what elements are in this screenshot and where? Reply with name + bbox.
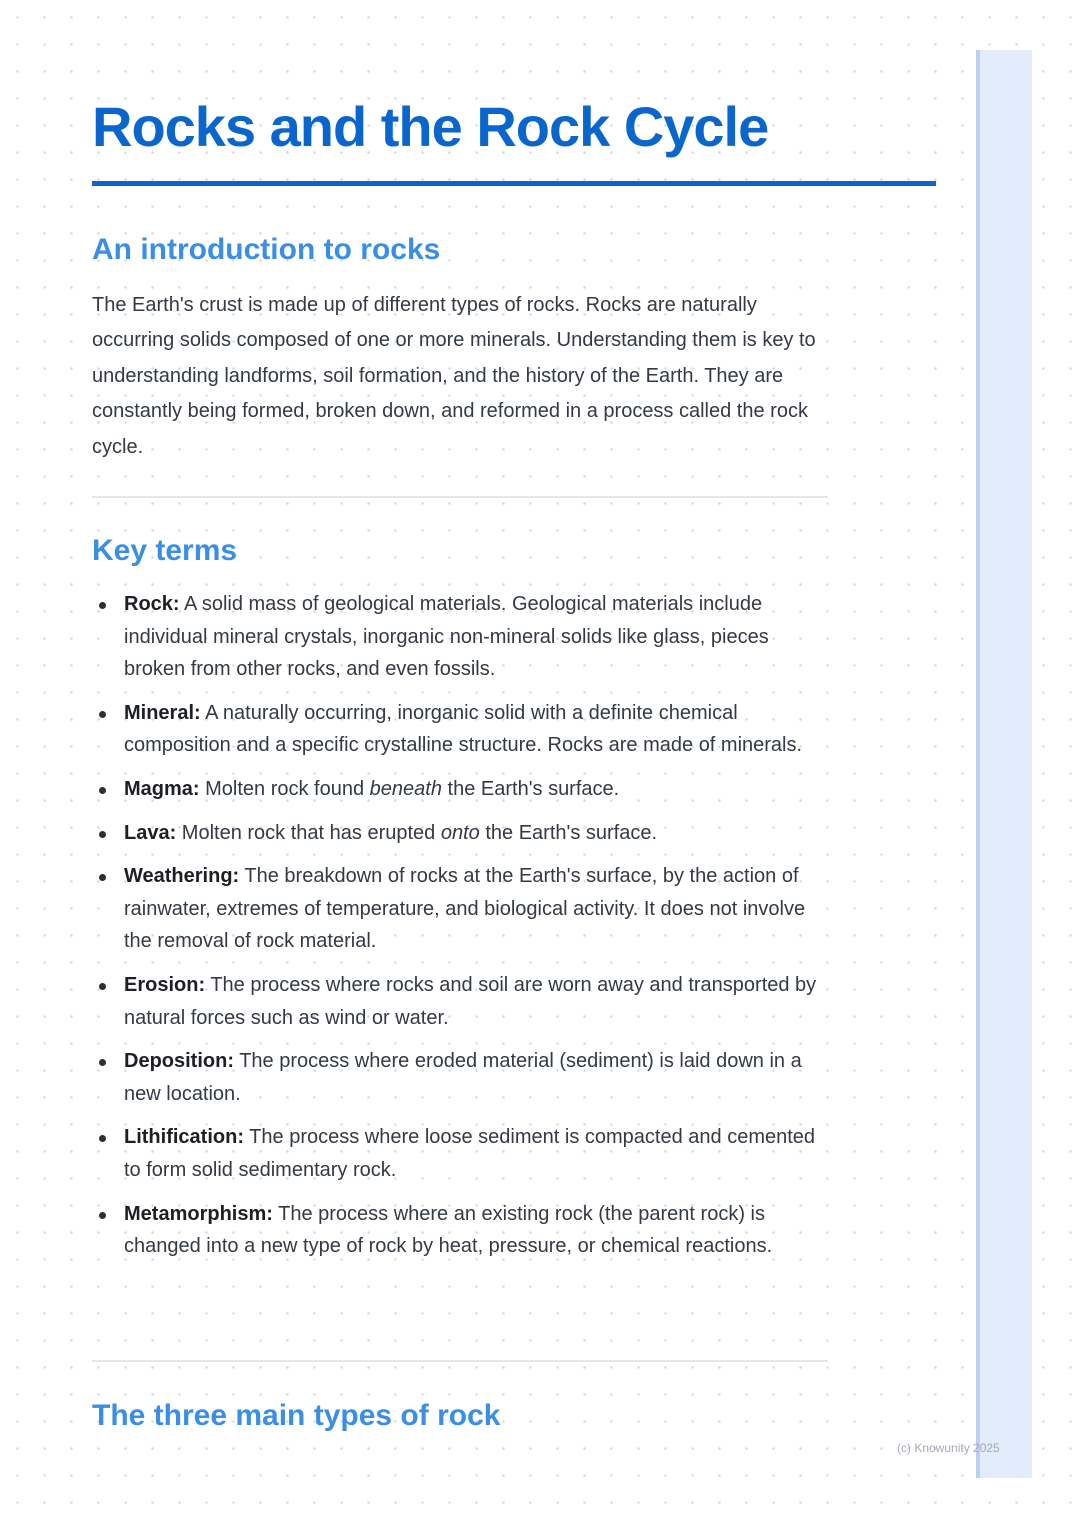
key-term-mineral bbox=[92, 697, 832, 762]
term-emphasis: beneath bbox=[369, 777, 442, 800]
term-definition: The process where eroded material (sediment) is laid down in a new location. bbox=[124, 1050, 802, 1105]
term-definition: Molten rock found bbox=[199, 777, 370, 800]
bullet-icon bbox=[99, 874, 106, 881]
key-term-erosion bbox=[92, 969, 832, 1034]
title-underline bbox=[92, 181, 936, 186]
term-name: Rock: bbox=[124, 593, 180, 615]
section-divider bbox=[92, 496, 828, 498]
page-margin-strip bbox=[976, 50, 1032, 1478]
term-definition: The process where rocks and soil are worn away and transported by natural forces such as wind or water. bbox=[124, 973, 817, 1029]
term-name: Weathering: bbox=[124, 865, 240, 888]
term-definition: A naturally occurring, inorganic solid with a definite chemical composition and a specific crystalline structure. Rocks are made of minerals. bbox=[124, 701, 803, 757]
term-name: Deposition: bbox=[124, 1050, 234, 1073]
bullet-icon bbox=[99, 602, 106, 609]
key-terms-heading: Key terms bbox=[92, 534, 238, 567]
term-definition: The process where loose sediment is compacted and cemented to form solid sedimentary rock. bbox=[124, 1126, 816, 1181]
page-title: Rocks and the Rock Cycle bbox=[92, 95, 769, 158]
key-term-deposition bbox=[92, 1045, 832, 1110]
term-name: Mineral: bbox=[124, 701, 201, 724]
key-term-magma bbox=[92, 773, 832, 806]
term-definition: The process where an existing rock (the parent rock) is changed into a new type of rock by heat, pressure, or chemical reactions. bbox=[124, 1202, 773, 1258]
bullet-icon bbox=[99, 831, 106, 838]
key-term-metamorphism bbox=[92, 1198, 832, 1263]
bullet-icon bbox=[99, 983, 106, 990]
copyright-footer: (c) Knowunity 2025 bbox=[897, 1441, 1000, 1455]
term-definition-end: the Earth's surface. bbox=[441, 777, 620, 800]
intro-heading: An introduction to rocks bbox=[92, 233, 441, 266]
term-definition-end: the Earth's surface. bbox=[479, 821, 658, 844]
key-term-lithification bbox=[92, 1121, 832, 1186]
bullet-icon bbox=[99, 1059, 106, 1066]
key-terms-list bbox=[92, 588, 832, 1274]
bullet-icon bbox=[99, 711, 106, 718]
term-name: Magma: bbox=[124, 777, 200, 800]
term-definition: A solid mass of geological materials. Geological materials include individual mineral crystals, inorganic non-mineral solids like glass, pieces broken from other rocks, and even fossils. bbox=[124, 593, 769, 681]
key-term-weathering bbox=[92, 860, 832, 958]
term-name: Metamorphism: bbox=[124, 1202, 273, 1225]
bullet-icon bbox=[99, 1212, 106, 1219]
term-definition: The breakdown of rocks at the Earth's surface, by the action of rainwater, extremes of temperature, and biological activity. It does not involve the removal of rock material. bbox=[124, 865, 806, 953]
term-definition: Molten rock that has erupted bbox=[176, 821, 441, 844]
bullet-icon bbox=[99, 787, 106, 794]
key-term-lava bbox=[92, 817, 832, 850]
bullet-icon bbox=[99, 1135, 106, 1142]
term-name: Erosion: bbox=[124, 973, 206, 996]
term-emphasis: onto bbox=[440, 821, 480, 844]
rock-types-heading: The three main types of rock bbox=[92, 1399, 501, 1432]
term-name: Lava: bbox=[124, 821, 177, 844]
key-term-rock bbox=[92, 588, 832, 686]
section-divider bbox=[92, 1360, 828, 1362]
term-name: Lithification: bbox=[124, 1126, 244, 1149]
intro-paragraph: The Earth's crust is made up of different types of rocks. Rocks are naturally occurring solids composed of one or more minerals. Understanding them is key to understanding landforms, soil formation, and the history of the Earth. They are constantly being formed, broken down, and reformed in a process called the rock cycle. bbox=[92, 294, 816, 458]
